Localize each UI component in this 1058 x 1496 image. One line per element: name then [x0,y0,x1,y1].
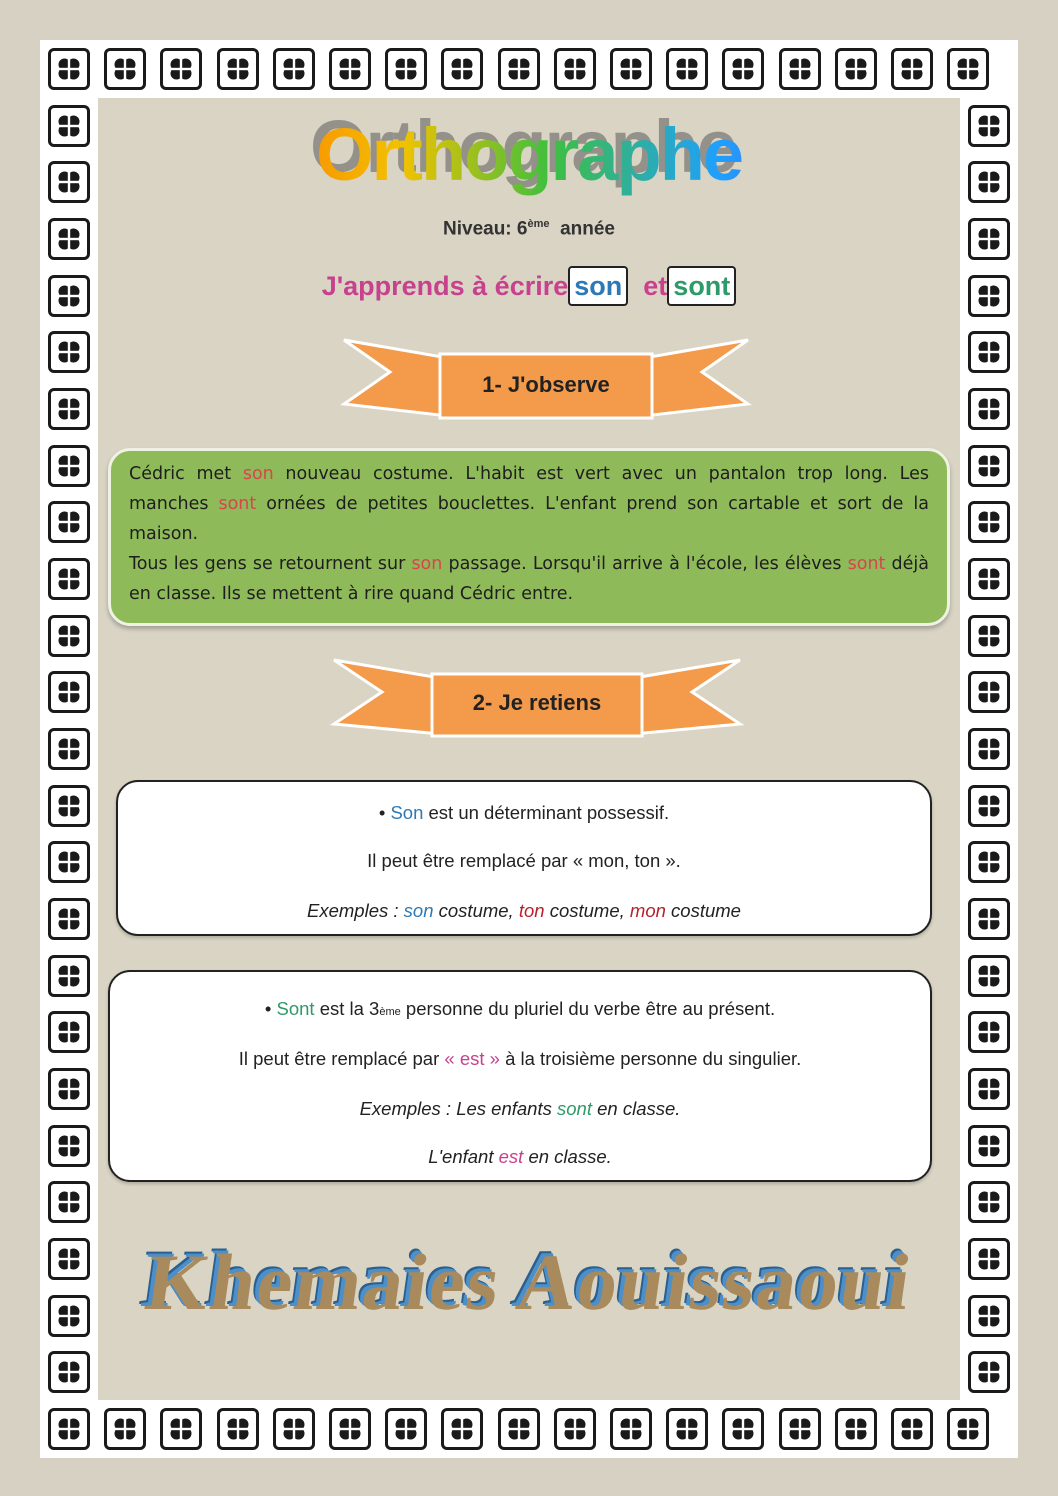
lesson-subtitle [0,266,1058,306]
example-word: son [403,900,434,921]
subtitle-connector: et [643,271,668,301]
four-leaf-clover-icon [947,48,989,90]
four-leaf-clover-icon [329,48,371,90]
passage-text: ornées de petites bouclettes. L'enfant prend son cartable et sort de la maison. [129,494,929,544]
passage-paragraph-2 [129,549,929,609]
four-leaf-clover-icon [968,331,1010,373]
four-leaf-clover-icon [968,615,1010,657]
four-leaf-clover-icon [968,388,1010,430]
author-signature: Khemaies Aouissaoui [140,1239,918,1327]
four-leaf-clover-icon [968,1125,1010,1167]
example-text: L'enfant [428,1146,499,1167]
four-leaf-clover-icon [968,1011,1010,1053]
text-passage [108,448,950,626]
four-leaf-clover-icon [891,48,933,90]
four-leaf-clover-icon [968,501,1010,543]
four-leaf-clover-icon [48,388,90,430]
four-leaf-clover-icon [273,1408,315,1450]
four-leaf-clover-icon [610,1408,652,1450]
four-leaf-clover-icon [441,48,483,90]
four-leaf-clover-icon [48,1181,90,1223]
four-leaf-clover-icon [968,558,1010,600]
four-leaf-clover-icon [104,1408,146,1450]
example-word: est [498,1146,524,1167]
passage-highlight: son [242,464,274,484]
four-leaf-clover-icon [722,1408,764,1450]
four-leaf-clover-icon [217,48,259,90]
four-leaf-clover-icon [835,48,877,90]
example-word: mon [629,900,666,921]
four-leaf-clover-icon [329,1408,371,1450]
rule-sont-box [108,970,932,1182]
rule-keyword: « est » [444,1048,500,1069]
passage-text: Cédric met [129,464,243,484]
level-prefix: Niveau: 6 [443,218,528,240]
four-leaf-clover-icon [968,898,1010,940]
four-leaf-clover-icon [48,558,90,600]
four-leaf-clover-icon [968,445,1010,487]
four-leaf-clover-icon [554,1408,596,1450]
example-text: costume [665,900,741,921]
example-text: Exemples : Les enfants [359,1098,558,1119]
rule-text: Il peut être remplacé par [238,1048,445,1069]
passage-highlight: son [411,554,443,574]
example-label: Exemples : [307,900,404,921]
four-leaf-clover-icon [273,48,315,90]
four-leaf-clover-icon [48,785,90,827]
four-leaf-clover-icon [968,671,1010,713]
four-leaf-clover-icon [968,785,1010,827]
four-leaf-clover-icon [498,1408,540,1450]
passage-text: passage. Lorsqu'il arrive à l'école, les élèves [442,554,848,574]
four-leaf-clover-icon [48,1068,90,1110]
rule-text: est un déterminant possessif. [423,802,670,823]
four-leaf-clover-icon [835,1408,877,1450]
four-leaf-clover-icon [48,1408,90,1450]
four-leaf-clover-icon [48,955,90,997]
four-leaf-clover-icon [385,1408,427,1450]
four-leaf-clover-icon [554,48,596,90]
example-word: ton [518,900,545,921]
four-leaf-clover-icon [968,1068,1010,1110]
four-leaf-clover-icon [666,48,708,90]
level-line [0,218,1058,240]
passage-highlight: sont [218,494,257,514]
four-leaf-clover-icon [48,445,90,487]
four-leaf-clover-icon [48,1011,90,1053]
four-leaf-clover-icon [968,841,1010,883]
four-leaf-clover-icon [160,48,202,90]
four-leaf-clover-icon [48,501,90,543]
passage-paragraph-1 [129,459,929,549]
four-leaf-clover-icon [441,1408,483,1450]
rule-text: à la troisième personne du singulier. [499,1048,802,1069]
example-text: en classe. [523,1146,612,1167]
bullet: • [264,998,277,1019]
ribbon-observe [340,332,752,432]
page-title: Orthographe [0,112,1058,197]
four-leaf-clover-icon [947,1408,989,1450]
section-retiens-label: 2- Je retiens [472,690,602,715]
four-leaf-clover-icon [48,728,90,770]
word-son-box: son [568,266,628,306]
four-leaf-clover-icon [779,1408,821,1450]
example-text: costume, [433,900,519,921]
rule-sont-example-1 [110,1098,930,1120]
four-leaf-clover-icon [160,1408,202,1450]
level-suffix: année [560,218,615,240]
section-observe-label: 1- J'observe [482,372,610,397]
four-leaf-clover-icon [48,48,90,90]
four-leaf-clover-icon [48,1125,90,1167]
four-leaf-clover-icon [891,1408,933,1450]
four-leaf-clover-icon [968,1181,1010,1223]
four-leaf-clover-icon [968,1351,1010,1393]
rule-sont-replacement [110,1048,930,1070]
four-leaf-clover-icon [968,955,1010,997]
rule-son-examples [118,900,930,922]
rule-son-definition [118,802,930,824]
rule-keyword: Son [390,802,424,823]
four-leaf-clover-icon [48,671,90,713]
passage-text: nouveau costume. L'habit est vert avec un pantalon trop long. Les manches [129,464,930,514]
rule-sont-definition [110,998,930,1020]
rule-sont-example-2 [110,1146,930,1168]
four-leaf-clover-icon [666,1408,708,1450]
passage-highlight: sont [847,554,886,574]
bullet: • [378,802,391,823]
rule-text: personne du pluriel du verbe être au présent. [400,998,776,1019]
passage-text: déjà en classe. Ils se mettent à rire quand Cédric entre. [129,554,930,604]
four-leaf-clover-icon [48,1351,90,1393]
four-leaf-clover-icon [48,331,90,373]
four-leaf-clover-icon [968,728,1010,770]
example-text: en classe. [591,1098,681,1119]
ribbon-retiens [330,654,744,750]
word-sont-box: sont [667,266,736,306]
rule-text: est la 3 [314,998,380,1019]
four-leaf-clover-icon [48,615,90,657]
example-text: costume, [544,900,630,921]
four-leaf-clover-icon [498,48,540,90]
four-leaf-clover-icon [48,841,90,883]
rule-sup: ème [379,1006,401,1018]
rule-son-replacement: Il peut être remplacé par « mon, ton ». [367,850,681,871]
passage-text: Tous les gens se retournent sur [129,554,412,574]
four-leaf-clover-icon [779,48,821,90]
rule-keyword: Sont [276,998,315,1019]
subtitle-text: J'apprends à écrire [321,271,569,301]
rule-son-box [116,780,932,936]
example-word: sont [557,1098,592,1119]
four-leaf-clover-icon [48,898,90,940]
level-sup: ème [527,218,550,230]
four-leaf-clover-icon [722,48,764,90]
four-leaf-clover-icon [385,48,427,90]
four-leaf-clover-icon [610,48,652,90]
four-leaf-clover-icon [217,1408,259,1450]
four-leaf-clover-icon [104,48,146,90]
